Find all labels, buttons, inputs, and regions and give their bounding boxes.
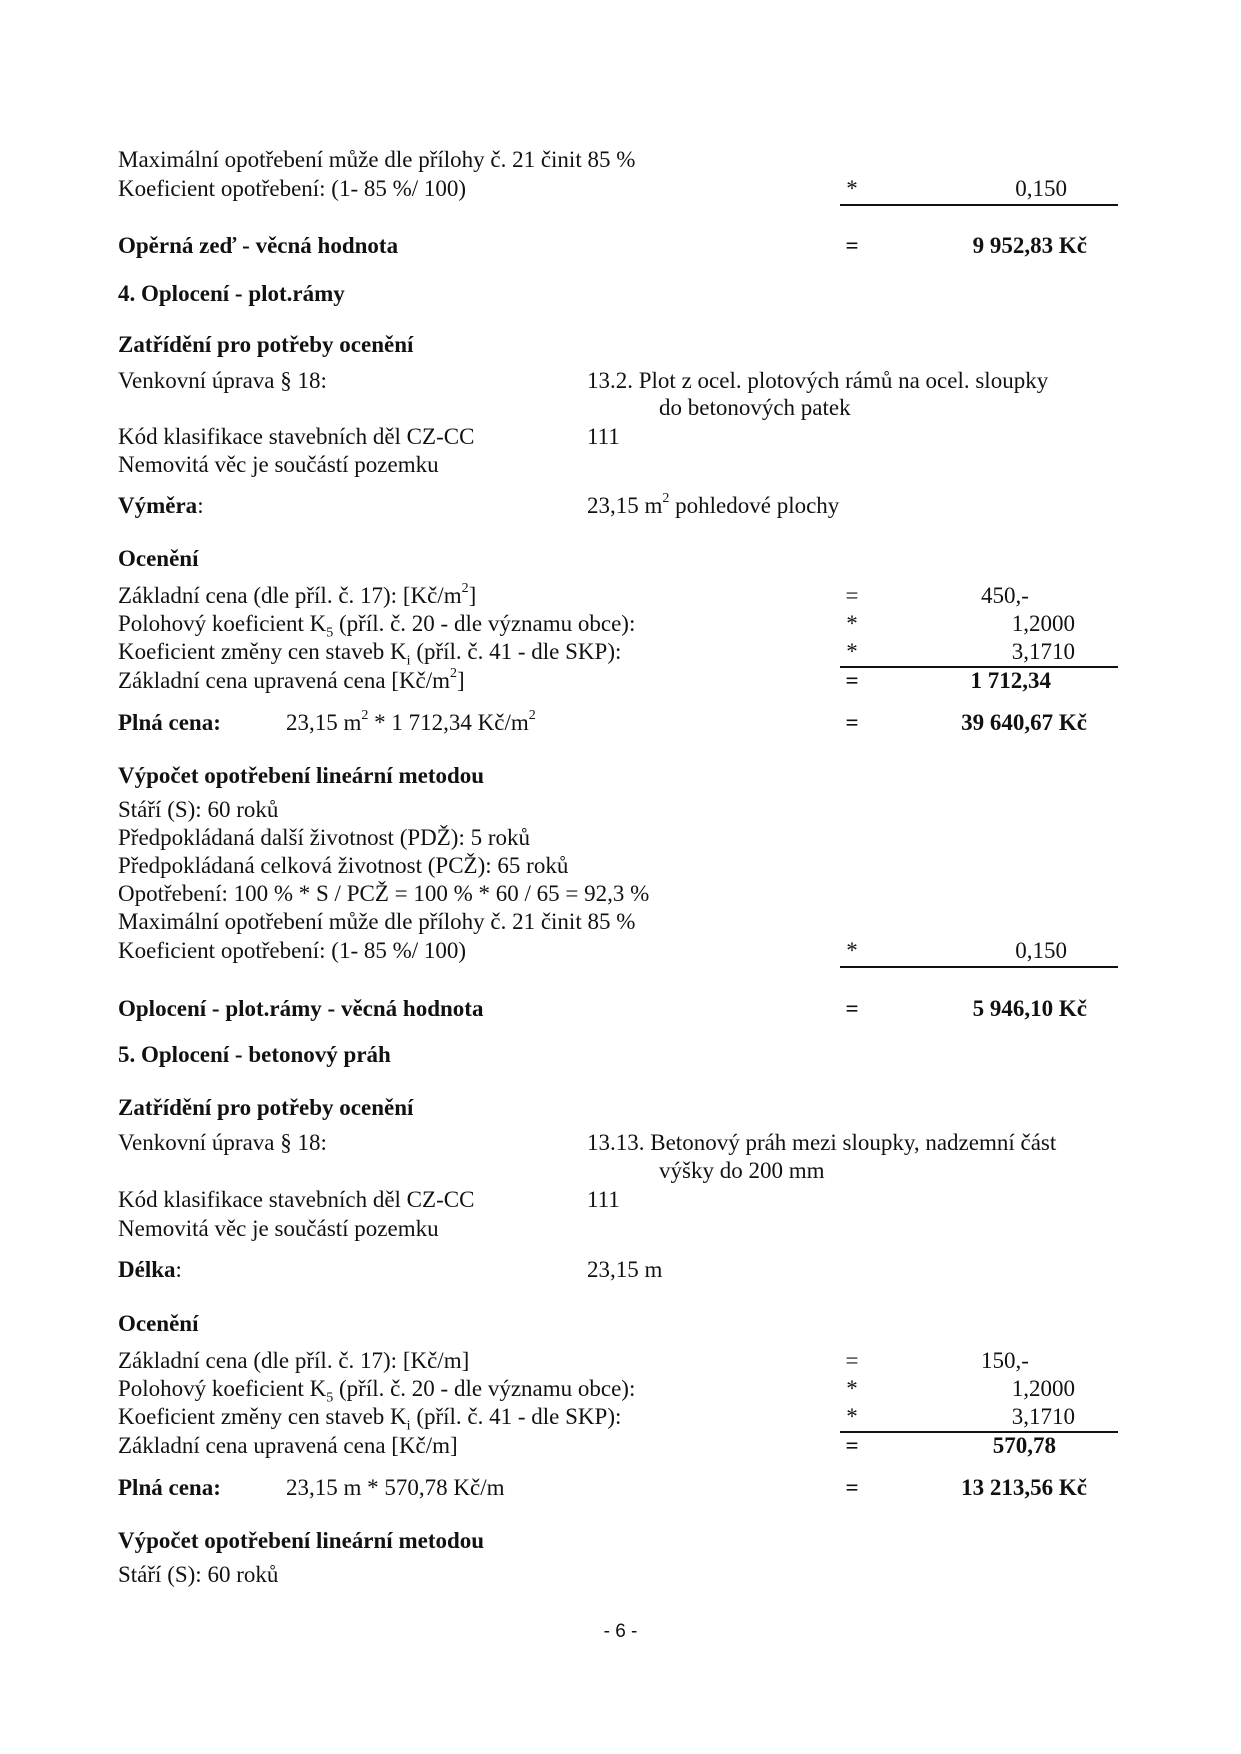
- zakladni-cena-op: =: [845, 583, 859, 608]
- wear-coef-value: 0,150: [1015, 176, 1067, 201]
- classification-heading: Zatřídění pro potřeby ocenění: [118, 332, 414, 357]
- koeficient-zmeny-value: 3,1710: [1011, 1404, 1075, 1429]
- zakladni-cena-value: 450,-: [981, 583, 1029, 608]
- result-op: =: [845, 996, 859, 1021]
- koeficient-zmeny-value: 3,1710: [1011, 639, 1075, 664]
- upravena-cena-op: =: [845, 668, 859, 693]
- upravena-cena-op: =: [845, 1433, 859, 1458]
- vymera-value: 23,15 $m^2$ pohledové plochy: [587, 491, 840, 518]
- upravena-cena-label: Základní cena upravená cena [Kč/m]: [118, 1433, 458, 1458]
- plna-cena-formula: 23,15 m * 570,78 Kč/m: [286, 1475, 505, 1500]
- upravena-cena-value: 570,78: [992, 1433, 1056, 1458]
- venkovni-uprava-label: Venkovní úprava § 18:: [118, 368, 327, 393]
- oceneni-heading: Ocenění: [118, 546, 199, 571]
- page-number: - 6 -: [603, 1621, 638, 1642]
- upravena-cena-label: Základní cena upravená cena $[Kč/m^2]$: [118, 666, 465, 693]
- delka-label: Délka:: [118, 1257, 182, 1282]
- max-wear-text: Maximální opotřebení může dle přílohy č. 21 činit 85 %: [118, 147, 636, 172]
- koeficient-zmeny-op: *: [846, 639, 858, 664]
- koeficient-zmeny-label: Koeficient změny cen staveb $K_i$ (příl. č. 41 - dle SKP):: [118, 1404, 622, 1434]
- result-label: Opěrná zeď - věcná hodnota: [118, 233, 399, 258]
- plna-cena-op: =: [845, 710, 859, 735]
- oceneni-heading: Ocenění: [118, 1311, 199, 1336]
- wear-coef-op: *: [846, 176, 858, 201]
- stari-text: Stáří (S): 60 roků: [118, 797, 279, 822]
- koeficient-zmeny-op: *: [846, 1404, 858, 1429]
- result-label: Oplocení - plot.rámy - věcná hodnota: [118, 996, 484, 1021]
- plna-cena-op: =: [845, 1475, 859, 1500]
- kod-klasifikace-value: 111: [587, 1187, 620, 1212]
- wear-coef-value: 0,150: [1015, 938, 1067, 963]
- plna-cena-value: 39 640,67 Kč: [961, 710, 1087, 735]
- opotrebeni-text: Opotřebení: 100 % * S / PCŽ = 100 % * 60 / 65 = 92,3 %: [118, 881, 650, 906]
- max-wear-text: Maximální opotřebení může dle přílohy č. 21 činit 85 %: [118, 909, 636, 934]
- vypocet-heading: Výpočet opotřebení lineární metodou: [118, 763, 485, 788]
- result-value: 9 952,83 Kč: [972, 233, 1087, 258]
- wear-coef-op: *: [846, 938, 858, 963]
- polohovy-koeficient-label: Polohový koeficient $K_5$ (příl. č. 20 - dle významu obce):: [118, 1376, 636, 1406]
- result-value: 5 946,10 Kč: [972, 996, 1087, 1021]
- venkovni-uprava-label: Venkovní úprava § 18:: [118, 1130, 327, 1155]
- vymera-label: Výměra:: [118, 493, 204, 518]
- kod-klasifikace-label: Kód klasifikace stavebních děl CZ-CC: [118, 1187, 475, 1212]
- polohovy-koeficient-op: *: [846, 611, 858, 636]
- plna-cena-label: Plná cena:: [118, 1475, 221, 1500]
- pcz-text: Předpokládaná celková životnost (PCŽ): 65 roků: [118, 853, 569, 878]
- sum-rule: [840, 966, 1118, 968]
- nemovita-vec-text: Nemovitá věc je součástí pozemku: [118, 1216, 439, 1241]
- zakladni-cena-label: Základní cena (dle příl. č. 17): [Kč/m]: [118, 1348, 470, 1373]
- vypocet-heading: Výpočet opotřebení lineární metodou: [118, 1528, 485, 1553]
- section-heading: 4. Oplocení - plot.rámy: [118, 281, 345, 306]
- plna-cena-value: 13 213,56 Kč: [961, 1475, 1087, 1500]
- kod-klasifikace-label: Kód klasifikace stavebních děl CZ-CC: [118, 424, 475, 449]
- classification-heading: Zatřídění pro potřeby ocenění: [118, 1095, 414, 1120]
- nemovita-vec-text: Nemovitá věc je součástí pozemku: [118, 452, 439, 477]
- sum-rule: [840, 204, 1118, 206]
- kod-klasifikace-value: 111: [587, 424, 620, 449]
- result-op: =: [845, 233, 859, 258]
- polohovy-koeficient-label: Polohový koeficient $K_5$ (příl. č. 20 - dle významu obce):: [118, 611, 636, 641]
- zakladni-cena-value: 150,-: [981, 1348, 1029, 1373]
- upravena-cena-value: 1 712,34: [970, 668, 1051, 693]
- koeficient-zmeny-label: Koeficient změny cen staveb $K_i$ (příl. č. 41 - dle SKP):: [118, 639, 622, 669]
- wear-coef-label: Koeficient opotřebení: (1- 85 %/ 100): [118, 176, 467, 201]
- venkovni-uprava-value-cont: výšky do 200 mm: [659, 1158, 825, 1183]
- venkovni-uprava-value: 13.2. Plot z ocel. plotových rámů na ocel. sloupky: [587, 368, 1049, 393]
- polohovy-koeficient-op: *: [846, 1376, 858, 1401]
- venkovni-uprava-value-cont: do betonových patek: [659, 395, 851, 420]
- zakladni-cena-label: Základní cena (dle příl. č. 17): $[Kč/m^2]$: [118, 581, 477, 608]
- pdz-text: Předpokládaná další životnost (PDŽ): 5 roků: [118, 825, 531, 850]
- zakladni-cena-op: =: [845, 1348, 859, 1373]
- plna-cena-formula: 23,15 $m^2 * 1$ 712,34 $Kč/m^2$: [286, 708, 536, 735]
- polohovy-koeficient-value: 1,2000: [1011, 1376, 1075, 1401]
- plna-cena-label: Plná cena:: [118, 710, 221, 735]
- venkovni-uprava-value: 13.13. Betonový práh mezi sloupky, nadzemní část: [587, 1130, 1057, 1155]
- delka-value: 23,15 m: [587, 1257, 663, 1282]
- section-heading: 5. Oplocení - betonový práh: [118, 1042, 391, 1067]
- wear-coef-label: Koeficient opotřebení: (1- 85 %/ 100): [118, 938, 467, 963]
- sum-rule: [840, 1431, 1118, 1433]
- polohovy-koeficient-value: 1,2000: [1011, 611, 1075, 636]
- stari-text: Stáří (S): 60 roků: [118, 1562, 279, 1587]
